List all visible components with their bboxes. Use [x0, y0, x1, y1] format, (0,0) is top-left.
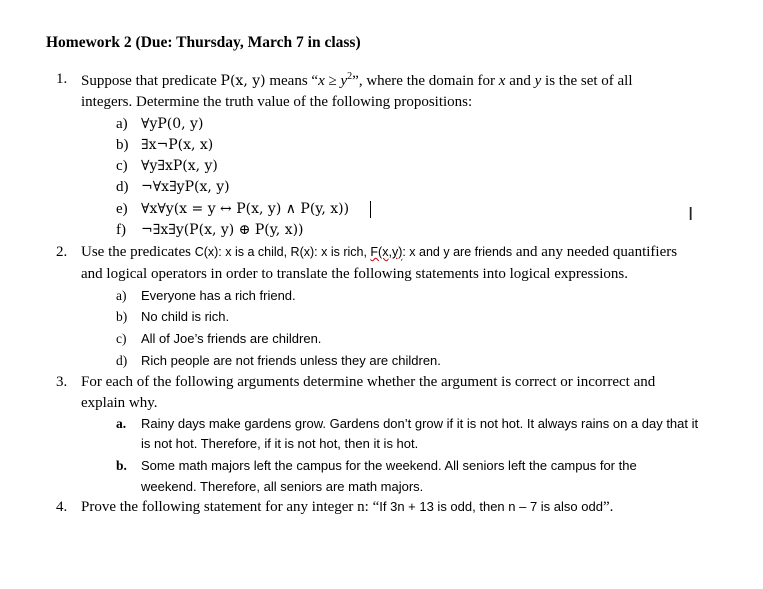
- text-caret: [370, 201, 371, 218]
- p3-item-a-line-2: is not hot. Therefore, if it is not hot, then it is hot.: [141, 436, 419, 451]
- problem-4-line-1: Prove the following statement for any integer n: “If 3n + 13 is odd, then n – 7 is also odd”.: [81, 499, 614, 515]
- p1-item-a: a) ∀yP(0, y): [116, 116, 204, 132]
- p2-item-a-label: a): [116, 288, 127, 303]
- text-ibeam-icon: I: [688, 204, 694, 225]
- p1-item-f: f) ¬∃x∃y(P(x, y) ⊕ P(y, x)): [116, 222, 304, 238]
- p2-item-b-text: No child is rich.: [141, 309, 230, 324]
- problem-3-line-2: explain why.: [81, 395, 158, 411]
- p1-item-c: c) ∀y∃xP(x, y): [116, 158, 218, 174]
- problem-2-number: 2.: [56, 244, 68, 260]
- p3-item-b-line-1: Some math majors left the campus for the weekend. All seniors left the campus for the: [141, 458, 637, 473]
- p1-item-b: b) ∃x¬P(x, x): [116, 137, 214, 153]
- p1-item-e: e) ∀x∀y(x = y ↔ P(x, y) ∧ P(y, x)): [116, 201, 350, 217]
- p2-item-a-text: Everyone has a rich friend.: [141, 288, 296, 303]
- p3-item-b-label: b.: [116, 458, 127, 473]
- problem-1-line-2: integers. Determine the truth value of the following propositions:: [81, 94, 473, 110]
- homework-title: Homework 2 (Due: Thursday, March 7 in class): [46, 34, 361, 51]
- p3-item-a-line-1: Rainy days make gardens grow. Gardens don’t grow if it is not hot. It always rains on a day that it: [141, 416, 699, 431]
- problem-2-line-1: Use the predicates C(x): x is a child, R(x): x is rich, F(x,y): x and y are friends and any needed quantifiers: [81, 244, 678, 260]
- p2-item-d-text: Rich people are not friends unless they are children.: [141, 353, 441, 368]
- p2-item-b-label: b): [116, 309, 128, 324]
- problem-1-line-1: Suppose that predicate P(x, y) means “$x \ge y^2$”, where the domain for x and y is the set of all: [81, 71, 633, 89]
- p2-item-c-label: c): [116, 331, 127, 346]
- p1-item-d: d) ¬∀x∃yP(x, y): [116, 179, 230, 195]
- problem-4-number: 4.: [56, 499, 68, 515]
- problem-1-number: 1.: [56, 71, 68, 87]
- problem-3-line-1: For each of the following arguments determine whether the argument is correct or incorrect and: [81, 374, 656, 390]
- problem-2-line-2: and logical operators in order to translate the following statements into logical expressions.: [81, 266, 628, 282]
- p2-item-c-text: All of Joe’s friends are children.: [141, 331, 322, 346]
- p3-item-b-line-2: weekend. Therefore, all seniors are math majors.: [141, 479, 424, 494]
- problem-3-number: 3.: [56, 374, 68, 390]
- p3-item-a-label: a.: [116, 416, 127, 431]
- p2-item-d-label: d): [116, 353, 128, 368]
